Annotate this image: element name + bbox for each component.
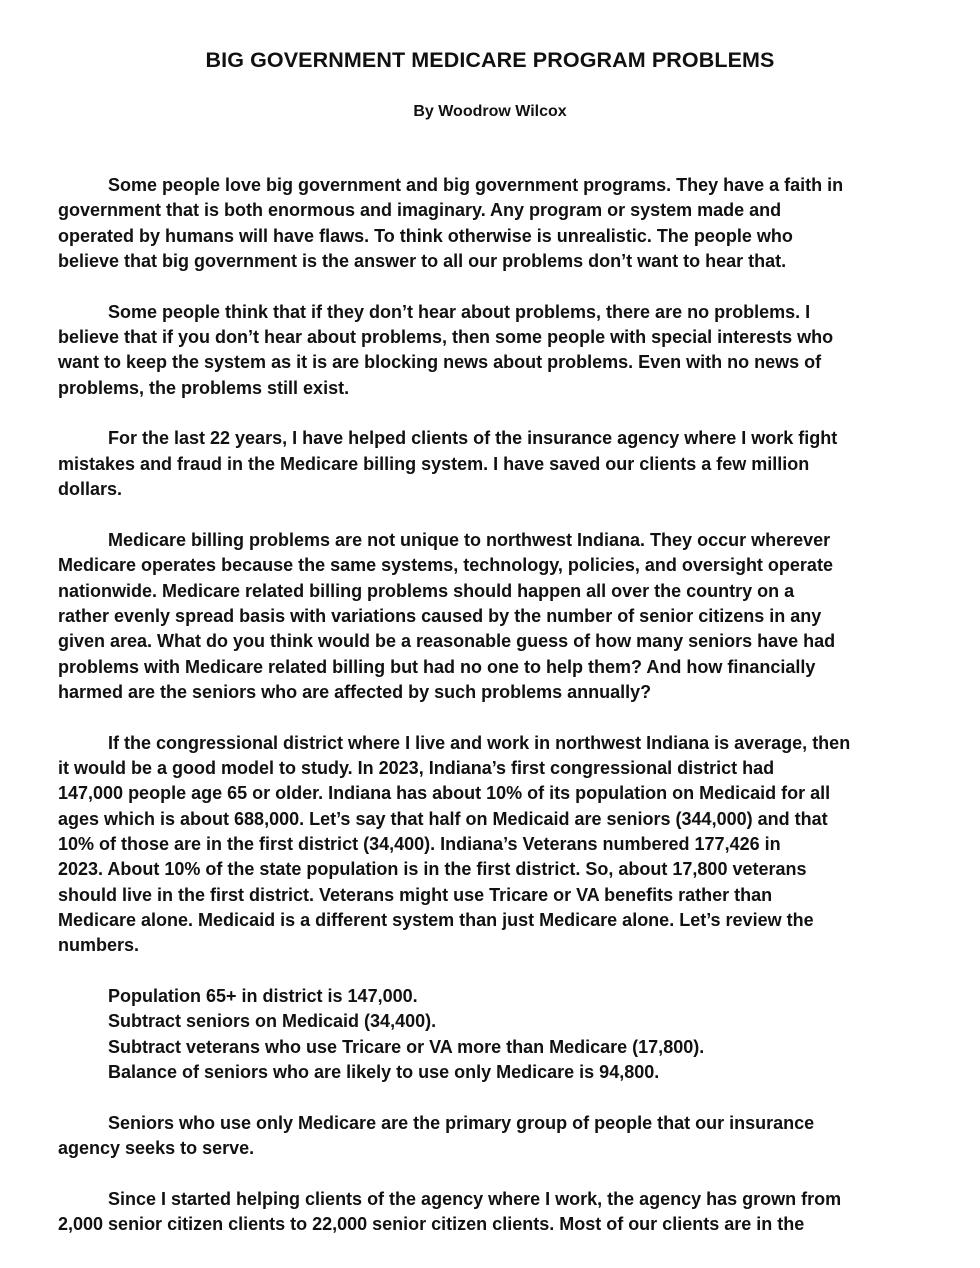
text-line: should live in the first district. Veterans might use Tricare or VA benefits rather than [58,884,773,905]
text-line: want to keep the system as it is are blocking news about problems. Even with no news of [58,352,822,373]
paragraph [58,1111,938,1162]
text-line: Seniors who use only Medicare are the primary group of people that our insurance [108,1112,815,1133]
text-line: government that is both enormous and imaginary. Any program or system made and [58,200,782,221]
text-line: 147,000 people age 65 or older. Indiana has about 10% of its population on Medicaid for all [58,783,831,804]
text-line: Some people think that if they don’t hear about problems, there are no problems. I [108,301,811,322]
text-line: harmed are the seniors who are affected by such problems annually? [58,681,652,702]
numbers-list [58,984,938,1085]
document-title: BIG GOVERNMENT MEDICARE PROGRAM PROBLEMS [205,48,775,72]
paragraph [58,173,938,274]
text-line: 2023. About 10% of the state population is in the first district. So, about 17,800 veterans [58,859,807,880]
document-body [58,173,938,1263]
text-line: For the last 22 years, I have helped clients of the insurance agency where I work fight [108,428,838,449]
text-line: believe that if you don’t hear about problems, then some people with special interests who [58,327,834,348]
text-line: given area. What do you think would be a reasonable guess of how many seniors have had [58,631,836,652]
paragraph [58,1187,938,1238]
byline: By Woodrow Wilcox [413,103,567,120]
text-line: believe that big government is the answer to all our problems don’t want to hear that. [58,251,787,272]
text-line: operated by humans will have flaws. To think otherwise is unrealistic. The people who [58,225,793,246]
list-item: Subtract seniors on Medicaid (34,400). [108,1011,437,1032]
text-line: Since I started helping clients of the agency where I work, the agency has grown from [108,1188,842,1209]
text-line: nationwide. Medicare related billing problems should happen all over the country on a [58,580,795,601]
text-line: 2,000 senior citizen clients to 22,000 senior citizen clients. Most of our clients are in the [58,1214,805,1235]
text-line: mistakes and fraud in the Medicare billing system. I have saved our clients a few million [58,453,810,474]
list-item: Population 65+ in district is 147,000. [108,986,418,1006]
text-line: Medicare alone. Medicaid is a different system than just Medicare alone. Let’s review the [58,909,814,930]
text-line: dollars. [58,479,123,500]
paragraph [58,300,938,401]
paragraph [58,426,938,502]
text-line: Medicare billing problems are not unique to northwest Indiana. They occur wherever [108,529,831,550]
text-line: Medicare operates because the same systems, technology, policies, and oversight operate [58,555,833,576]
text-line: 10% of those are in the first district (34,400). Indiana’s Veterans numbered 177,426 in [58,833,781,854]
paragraph [58,731,938,959]
list-item: Balance of seniors who are likely to use only Medicare is 94,800. [108,1062,660,1083]
text-line: ages which is about 688,000. Let’s say that half on Medicaid are seniors (344,000) and that [58,808,828,829]
list-item: Subtract veterans who use Tricare or VA more than Medicare (17,800). [108,1036,705,1057]
text-line: agency seeks to serve. [58,1138,255,1159]
text-line: rather evenly spread basis with variations caused by the number of senior citizens in any [58,605,822,626]
text-line: problems with Medicare related billing but had no one to help them? And how financially [58,656,816,677]
text-line: numbers. [58,935,140,956]
paragraph [58,528,938,705]
text-line: If the congressional district where I live and work in northwest Indiana is average, then [108,732,851,753]
text-line: Some people love big government and big government programs. They have a faith in [108,175,844,195]
text-line: it would be a good model to study. In 2023, Indiana’s first congressional district had [58,757,775,778]
text-line: problems, the problems still exist. [58,377,350,398]
